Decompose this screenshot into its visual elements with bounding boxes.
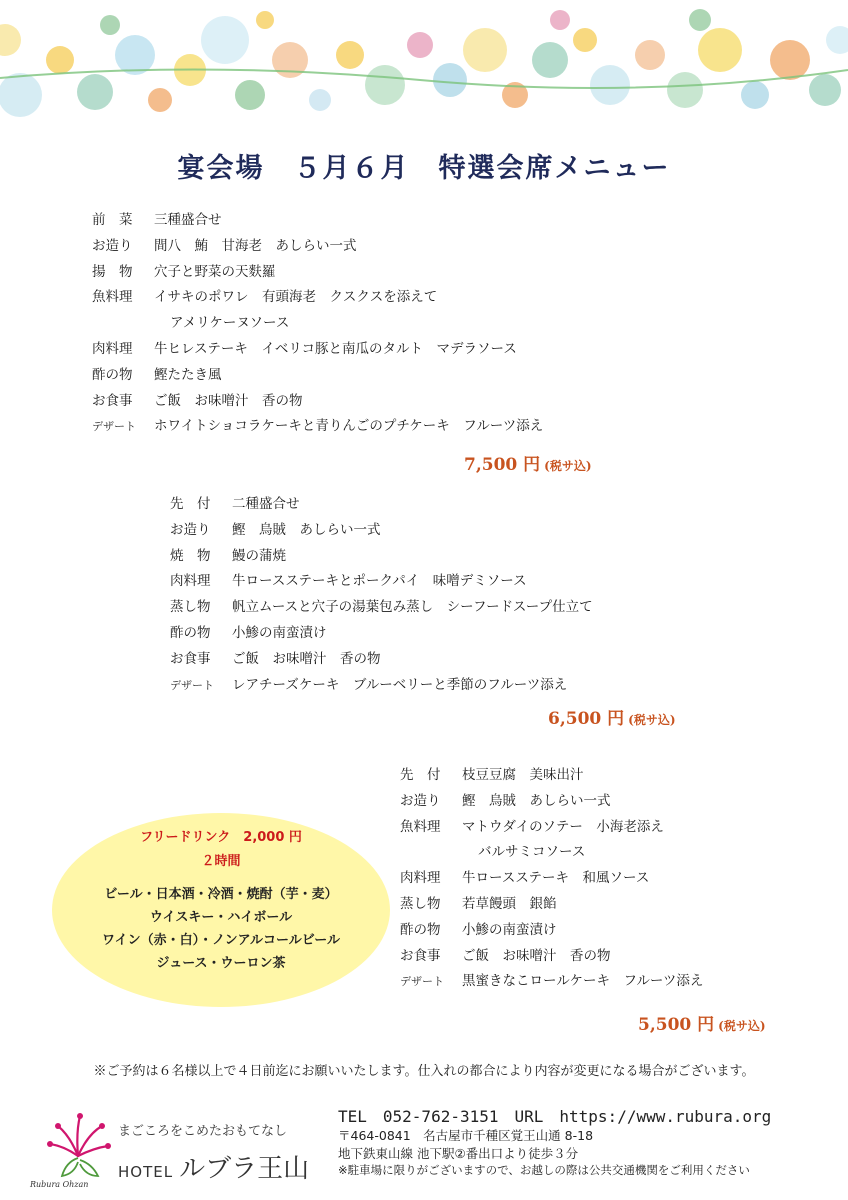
page-title: 宴会場 ５月６月 特選会席メニュー [177, 153, 671, 184]
course-price-5500 [638, 1010, 766, 1035]
course-dish: 枝豆豆腐 美味出汁 [462, 767, 584, 783]
course-category: デザート [400, 975, 444, 989]
course-category: お食事 [400, 947, 441, 964]
course-dish: ホワイトショコラケーキと青りんごのプチケーキ フルーツ添え [154, 418, 544, 435]
course-category: お食事 [92, 392, 133, 409]
course-category: 蒸し物 [400, 895, 441, 912]
free-drink-line: ワイン（赤・白）・ノンアルコールビール [101, 933, 341, 948]
contact-tel-url: TEL 052-762-3151 URL https://www.rubura.org [338, 1107, 772, 1126]
course-5500 [400, 763, 703, 995]
course-dish: アメリケーヌソース [170, 315, 290, 332]
course-price-7500 [464, 450, 592, 475]
course-dish: ご飯 お味噌汁 香の物 [232, 650, 381, 667]
hotel-name-text: ルブラ王山 [179, 1154, 310, 1184]
course-price-6500 [548, 704, 676, 729]
contact-address: 〒464-0841 名古屋市千種区覚王山通 8-18 [338, 1128, 594, 1143]
free-drink-line: ビール・日本酒・冷酒・焼酎（芋・麦） [104, 887, 338, 902]
course-category: デザート [170, 678, 214, 692]
course-dish: 小鯵の南蛮漬け [462, 921, 557, 938]
course-category: 魚料理 [400, 818, 441, 835]
course-category: 肉料理 [92, 340, 133, 357]
reservation-note: ※ご予約は６名様以上で４日前迄にお願いいたします。仕入れの都合により内容が変更になる場合がございます。 [93, 1064, 755, 1079]
free-drink-duration: ２時間 [201, 854, 241, 869]
course-dish: 穴子と野菜の天麩羅 [154, 263, 276, 280]
course-dish: 帆立ムースと穴子の湯葉包み蒸し シーフードスープ仕立て [232, 599, 593, 616]
hotel-prefix: HOTEL [118, 1163, 174, 1181]
course-dish: レアチーズケーキ ブルーベリーと季節のフルーツ添え [232, 676, 568, 693]
course-dish: イサキのポワレ 有頭海老 クスクスを添えて [154, 289, 438, 306]
course-dish: ご飯 お味噌汁 香の物 [154, 392, 303, 409]
course-category: 肉料理 [170, 573, 211, 590]
course-dish: 鰹たたき風 [154, 366, 222, 383]
free-drink-line: ウイスキー・ハイボール [149, 910, 293, 925]
price-amount: 6,500 円 [548, 709, 625, 729]
logo-text: Rubura Ohzan [30, 1180, 89, 1189]
course-dish: 鰹 烏賊 あしらい一式 [462, 792, 611, 809]
price-tax: (税サ込) [544, 459, 592, 473]
course-category: 焼 物 [170, 547, 211, 564]
course-dish: 鰹 烏賊 あしらい一式 [232, 521, 381, 538]
course-dish: 小鯵の南蛮漬け [232, 624, 327, 641]
contact-access: 地下鉄東山線 池下駅②番出口より徒歩３分 [338, 1146, 579, 1161]
course-category: デザート [92, 420, 136, 434]
course-7500 [92, 208, 543, 440]
course-category: 前 菜 [92, 212, 133, 228]
course-dish: マトウダイのソテー 小海老添え [462, 818, 664, 835]
course-dish: 牛ロースステーキとポークパイ 味噌デミソース [232, 573, 527, 590]
price-tax: (税サ込) [628, 713, 676, 727]
price-tax: (税サ込) [718, 1019, 766, 1033]
contact-parking: ※駐車場に限りがございますので、お越しの際は公共交通機関をご利用ください [338, 1163, 750, 1177]
course-dish: 間八 鮪 甘海老 あしらい一式 [154, 237, 357, 254]
price-amount: 5,500 円 [638, 1015, 715, 1035]
hotel-name [118, 1148, 309, 1185]
course-dish: 若草饅頭 銀餡 [462, 895, 557, 912]
course-dish: 三種盛合せ [154, 212, 222, 228]
tagline: まごころをこめたおもてなし [118, 1124, 288, 1139]
footer [0, 1100, 848, 1200]
course-category: 蒸し物 [170, 599, 211, 616]
course-dish: 黒蜜きなこロールケーキ フルーツ添え [462, 973, 704, 990]
course-category: 酢の物 [170, 624, 211, 641]
free-drink-line: ジュース・ウーロン茶 [156, 956, 286, 971]
floral-banner [0, 0, 848, 150]
course-category: 酢の物 [400, 921, 441, 938]
course-category: お造り [170, 521, 211, 538]
course-dish: 二種盛合せ [232, 496, 300, 512]
course-category: 先 付 [400, 767, 441, 783]
free-drink-panel [52, 813, 390, 1007]
course-dish: 牛ヒレステーキ イベリコ豚と南瓜のタルト マデラソース [154, 340, 517, 357]
course-dish: ご飯 お味噌汁 香の物 [462, 947, 611, 964]
course-dish: 牛ロースステーキ 和風ソース [462, 870, 650, 887]
course-category: お造り [400, 792, 441, 809]
course-category: お食事 [170, 650, 211, 667]
course-category: 先 付 [170, 496, 211, 512]
course-category: 揚 物 [92, 263, 133, 280]
course-dish: バルサミコソース [478, 844, 586, 861]
course-category: お造り [92, 237, 133, 254]
course-category: 酢の物 [92, 366, 133, 383]
free-drink-title: フリードリンク 2,000 円 [140, 830, 302, 845]
course-dish: 鰻の蒲焼 [232, 547, 286, 564]
price-amount: 7,500 円 [464, 455, 541, 475]
course-6500 [170, 492, 593, 698]
course-category: 魚料理 [92, 289, 133, 306]
course-category: 肉料理 [400, 870, 441, 887]
